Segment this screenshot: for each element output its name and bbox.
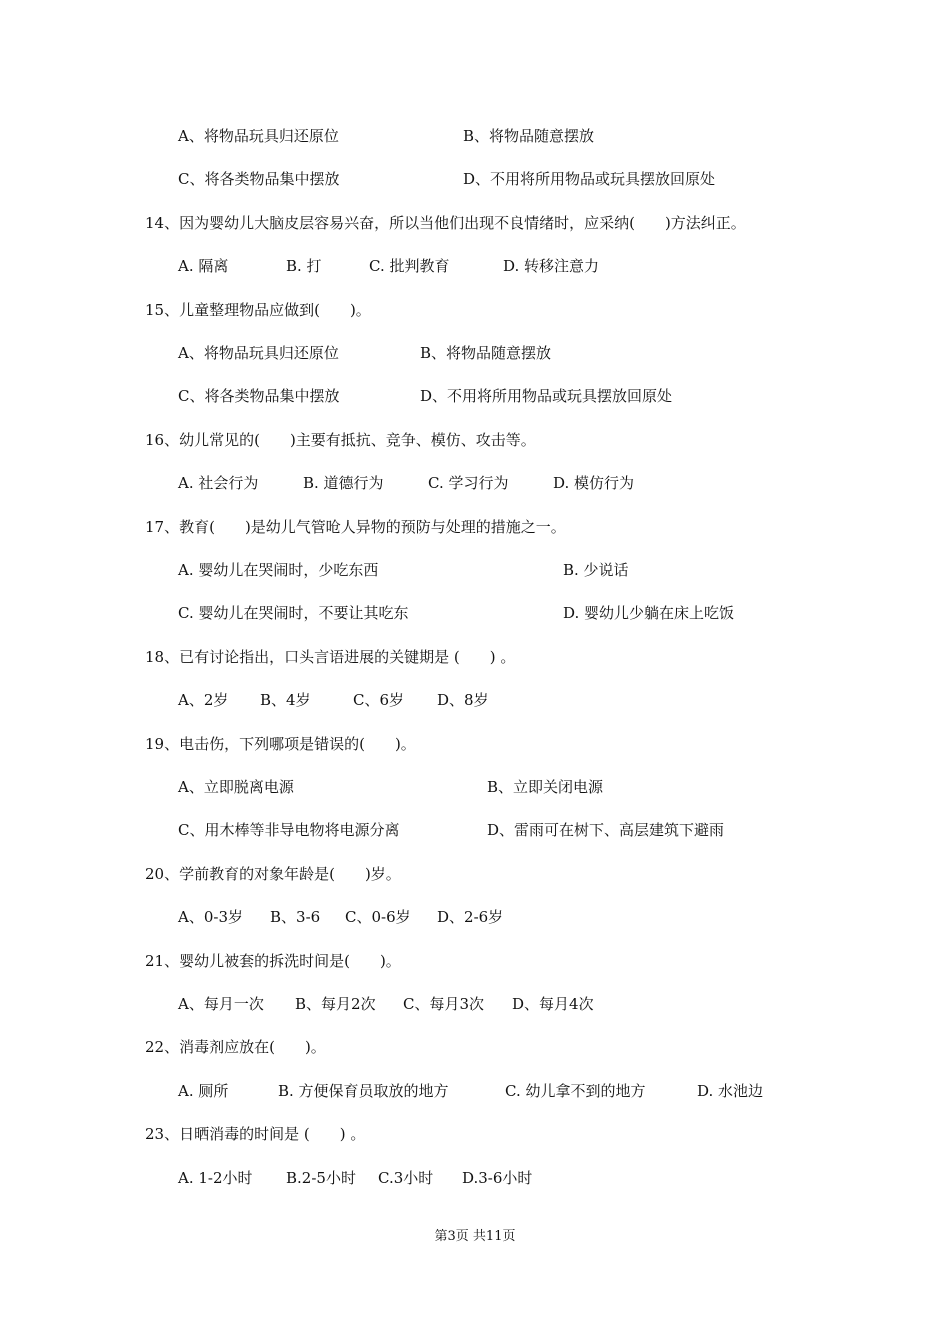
answer-option: A、立即脱离电源 <box>178 778 294 796</box>
answer-option: A、将物品玩具归还原位 <box>178 127 339 145</box>
answer-option: C. 学习行为 <box>428 474 509 492</box>
answer-option: B、将物品随意摆放 <box>420 344 552 362</box>
answer-option: C、用木棒等非导电物将电源分离 <box>178 821 400 839</box>
answer-option: B、立即关闭电源 <box>487 778 604 796</box>
answer-option: D、雷雨可在树下、高层建筑下避雨 <box>487 821 725 839</box>
answer-option: A. 厕所 <box>178 1082 229 1100</box>
question-text: 14、因为婴幼儿大脑皮层容易兴奋，所以当他们出现不良情绪时，应采纳( )方法纠正。 <box>145 214 746 232</box>
answer-option: B. 打 <box>286 257 322 275</box>
question-text: 21、婴幼儿被套的拆洗时间是( )。 <box>145 952 401 970</box>
answer-option: A、将物品玩具归还原位 <box>178 344 339 362</box>
answer-option: B. 方便保育员取放的地方 <box>278 1082 449 1100</box>
answer-option: B. 道德行为 <box>303 474 384 492</box>
answer-option: A. 社会行为 <box>178 474 259 492</box>
answer-option: C. 批判教育 <box>369 257 450 275</box>
answer-option: B、每月2次 <box>295 995 376 1013</box>
answer-option: A、0-3岁 <box>178 908 243 926</box>
question-text: 15、儿童整理物品应做到( )。 <box>145 301 371 319</box>
question-text: 18、已有讨论指出，口头言语进展的关键期是 ( ) 。 <box>145 648 516 666</box>
answer-option: A. 婴幼儿在哭闹时，少吃东西 <box>178 561 379 579</box>
answer-option: D、每月4次 <box>512 995 594 1013</box>
answer-option: D、2-6岁 <box>437 908 504 926</box>
answer-option: A、2岁 <box>178 691 229 709</box>
question-text: 20、学前教育的对象年龄是( )岁。 <box>145 865 401 883</box>
page-footer: 第3页 共11页 <box>434 1229 516 1244</box>
answer-option: D.3-6小时 <box>462 1169 533 1187</box>
answer-option: C、0-6岁 <box>345 908 411 926</box>
answer-option: C. 幼儿拿不到的地方 <box>505 1082 646 1100</box>
answer-option: D、不用将所用物品或玩具摆放回原处 <box>463 170 716 188</box>
answer-option: B、将物品随意摆放 <box>463 127 595 145</box>
answer-option: C、6岁 <box>353 691 405 709</box>
answer-option: C、将各类物品集中摆放 <box>178 170 340 188</box>
answer-option: C、将各类物品集中摆放 <box>178 387 340 405</box>
answer-option: B. 少说话 <box>563 561 629 579</box>
answer-option: D. 转移注意力 <box>503 257 600 275</box>
question-text: 19、电击伤，下列哪项是错误的( )。 <box>145 735 416 753</box>
answer-option: D. 模仿行为 <box>553 474 635 492</box>
answer-option: B.2-5小时 <box>286 1169 356 1187</box>
answer-option: B、4岁 <box>260 691 311 709</box>
answer-option: A. 1-2小时 <box>178 1169 253 1187</box>
answer-option: A. 隔离 <box>178 257 229 275</box>
answer-option: A、每月一次 <box>178 995 264 1013</box>
answer-option: C.3小时 <box>378 1169 434 1187</box>
question-text: 23、日晒消毒的时间是 ( ) 。 <box>145 1125 366 1143</box>
answer-option: C. 婴幼儿在哭闹时，不要让其吃东 <box>178 604 409 622</box>
answer-option: D. 水池边 <box>697 1082 764 1100</box>
answer-option: C、每月3次 <box>403 995 485 1013</box>
answer-option: B、3-6 <box>270 908 321 926</box>
answer-option: D、不用将所用物品或玩具摆放回原处 <box>420 387 673 405</box>
question-text: 22、消毒剂应放在( )。 <box>145 1038 326 1056</box>
answer-option: D、8岁 <box>437 691 489 709</box>
question-text: 16、幼儿常见的( )主要有抵抗、竞争、模仿、攻击等。 <box>145 431 536 449</box>
answer-option: D. 婴幼儿少躺在床上吃饭 <box>563 604 735 622</box>
question-text: 17、教育( )是幼儿气管呛人异物的预防与处理的措施之一。 <box>145 518 566 536</box>
